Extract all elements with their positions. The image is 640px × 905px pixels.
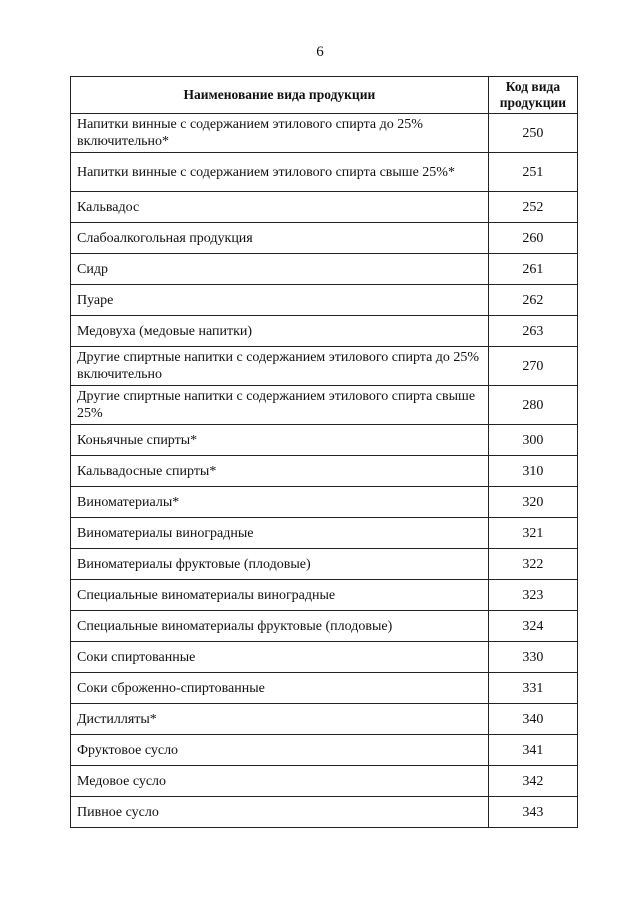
product-name-cell: Кальвадосные спирты*	[71, 456, 489, 487]
product-code-cell: 261	[488, 254, 577, 285]
product-code-cell: 250	[488, 114, 577, 153]
product-code-cell: 341	[488, 735, 577, 766]
product-code-cell: 321	[488, 518, 577, 549]
product-code-cell: 331	[488, 673, 577, 704]
product-code-cell: 280	[488, 386, 577, 425]
product-name-cell: Кальвадос	[71, 192, 489, 223]
table-row	[71, 386, 578, 425]
product-name-cell: Коньячные спирты*	[71, 425, 489, 456]
table-row	[71, 642, 578, 673]
product-name-cell: Напитки винные с содержанием этилового спирта свыше 25%*	[71, 153, 489, 192]
product-code-cell: 251	[488, 153, 577, 192]
product-code-cell: 324	[488, 611, 577, 642]
header-product-code: Код вида продукции	[488, 77, 577, 114]
product-code-cell: 262	[488, 285, 577, 316]
product-code-cell: 330	[488, 642, 577, 673]
table-row	[71, 223, 578, 254]
product-code-cell: 343	[488, 797, 577, 828]
product-code-cell: 340	[488, 704, 577, 735]
product-name-cell: Медовое сусло	[71, 766, 489, 797]
product-code-cell: 320	[488, 487, 577, 518]
product-name-cell: Сидр	[71, 254, 489, 285]
table-row	[71, 114, 578, 153]
table-row	[71, 456, 578, 487]
product-code-cell: 300	[488, 425, 577, 456]
table-header-row	[71, 77, 578, 114]
product-code-cell: 252	[488, 192, 577, 223]
table-row	[71, 487, 578, 518]
product-name-cell: Специальные виноматериалы виноградные	[71, 580, 489, 611]
product-name-cell: Фруктовое сусло	[71, 735, 489, 766]
product-code-cell: 310	[488, 456, 577, 487]
product-code-cell: 270	[488, 347, 577, 386]
product-code-cell: 342	[488, 766, 577, 797]
table-row	[71, 580, 578, 611]
product-name-cell: Слабоалкогольная продукция	[71, 223, 489, 254]
product-name-cell: Пуаре	[71, 285, 489, 316]
table-row	[71, 192, 578, 223]
header-product-name: Наименование вида продукции	[71, 77, 489, 114]
table-row	[71, 347, 578, 386]
table-row	[71, 425, 578, 456]
product-type-table	[70, 76, 578, 828]
table-row	[71, 735, 578, 766]
table-row	[71, 673, 578, 704]
table-row	[71, 285, 578, 316]
product-code-cell: 263	[488, 316, 577, 347]
table-row	[71, 549, 578, 580]
table-row	[71, 611, 578, 642]
product-name-cell: Соки спиртованные	[71, 642, 489, 673]
product-code-cell: 260	[488, 223, 577, 254]
product-code-cell: 322	[488, 549, 577, 580]
product-name-cell: Специальные виноматериалы фруктовые (плодовые)	[71, 611, 489, 642]
table-row	[71, 704, 578, 735]
product-name-cell: Дистилляты*	[71, 704, 489, 735]
product-name-cell: Виноматериалы фруктовые (плодовые)	[71, 549, 489, 580]
page-number: 6	[316, 44, 324, 60]
table-row	[71, 766, 578, 797]
product-name-cell: Соки сброженно-спиртованные	[71, 673, 489, 704]
product-name-cell: Виноматериалы виноградные	[71, 518, 489, 549]
product-name-cell: Напитки винные с содержанием этилового спирта до 25% включительно*	[71, 114, 489, 153]
table-row	[71, 316, 578, 347]
product-name-cell: Пивное сусло	[71, 797, 489, 828]
table-row	[71, 153, 578, 192]
product-code-cell: 323	[488, 580, 577, 611]
table-row	[71, 518, 578, 549]
table-row	[71, 254, 578, 285]
product-name-cell: Медовуха (медовые напитки)	[71, 316, 489, 347]
table-row	[71, 797, 578, 828]
product-name-cell: Другие спиртные напитки с содержанием этилового спирта свыше 25%	[71, 386, 489, 425]
product-name-cell: Виноматериалы*	[71, 487, 489, 518]
product-name-cell: Другие спиртные напитки с содержанием этилового спирта до 25% включительно	[71, 347, 489, 386]
